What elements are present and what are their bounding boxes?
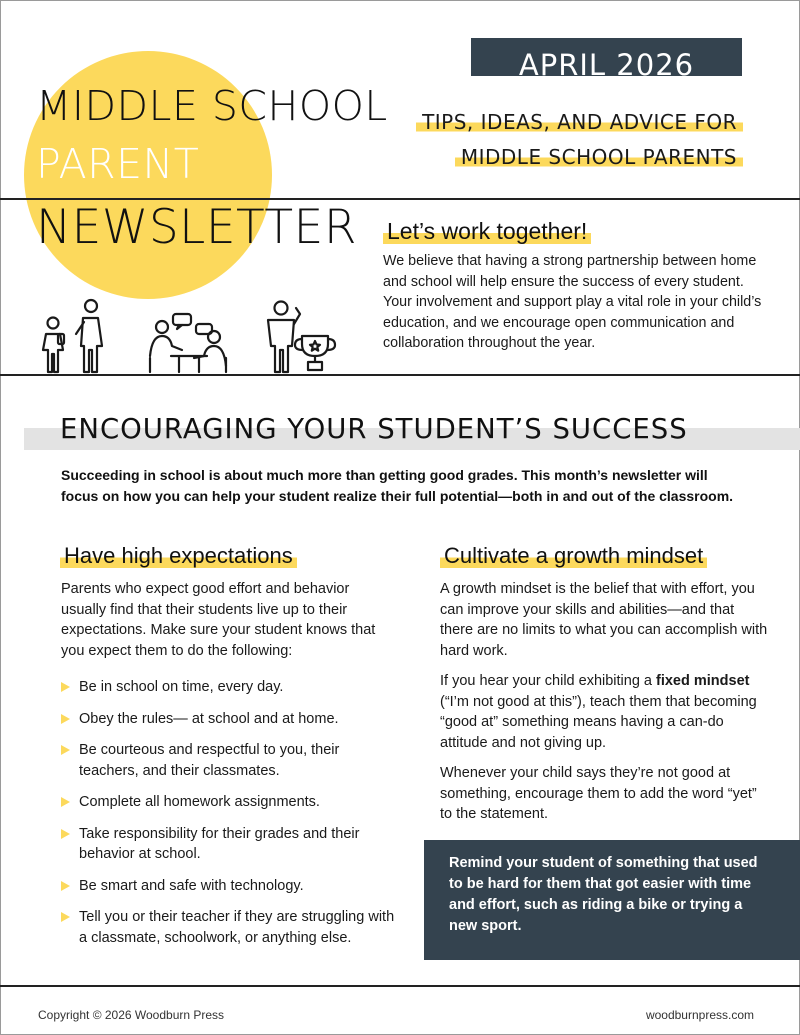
list-item: [61, 709, 396, 730]
issue-date: APRIL 2026: [518, 48, 695, 76]
list-item-text: Tell you or their teacher if they are struggling with a classmate, schoolwork, or anything else.: [79, 909, 395, 946]
yet-paragraph: Whenever your child says they’re not good at something, encourage them to add the word “yet” to the statement.: [440, 765, 757, 822]
growth-mindset-definition: A growth mindset is the belief that with effort, you can improve your skills and abilities—and that there are no limits to what you can accomplish with hard work.: [440, 581, 768, 659]
list-item-text: Obey the rules— at school and at home.: [79, 710, 339, 727]
issue-date-banner: [471, 38, 742, 76]
list-item: [61, 677, 396, 698]
list-item: [61, 740, 396, 781]
newsletter-title-line2: PARENT: [36, 140, 200, 188]
fixed-mindset-paragraph: [440, 671, 770, 753]
newsletter-title-line3: NEWSLETTER: [36, 200, 357, 255]
footer-website: woodburnpress.com: [645, 1008, 754, 1022]
footer-copyright: Copyright © 2026 Woodburn Press: [38, 1008, 225, 1022]
tagline-line1-text: TIPS, IDEAS, AND ADVICE FOR: [416, 110, 743, 134]
right-column-heading-text: Cultivate a growth mindset: [440, 543, 707, 568]
trophy-icon: [295, 336, 335, 370]
partnership-heading-text: Let’s work together!: [383, 218, 591, 244]
list-item: [61, 792, 396, 813]
partnership-body: We believe that having a strong partnership between home and school will help ensure the success of every student. Your involvement and support play a vital role in your child’s education, and we encourage open communication and collaboration throughout the year.: [383, 253, 762, 351]
bullet-triangle-icon: [61, 745, 70, 755]
partnership-heading: [383, 218, 591, 245]
left-column-heading-text: Have high expectations: [60, 543, 297, 568]
bullet-triangle-icon: [61, 829, 70, 839]
bullet-triangle-icon: [61, 912, 70, 922]
tagline-line1: [416, 110, 743, 134]
left-column-heading: [60, 543, 297, 569]
expectations-paragraph: Parents who expect good effort and behavior usually find that their students live up to their expectations. Make sure your student knows that you expect them to do the following:: [61, 581, 376, 659]
bullet-triangle-icon: [61, 881, 70, 891]
list-item-text: Be courteous and respectful to you, their teachers, and their classmates.: [79, 742, 340, 779]
footer-divider: [0, 985, 800, 987]
section-intro: Succeeding in school is about much more than getting good grades. This month’s newsletter will focus on how you can help your student realize their full potential—both in and out of the classroom.: [61, 467, 734, 504]
list-item: [61, 876, 396, 897]
parent-and-child-icon: [43, 300, 102, 372]
list-item-text: Be smart and safe with technology.: [79, 877, 304, 894]
callout-text: Remind your student of something that used to be hard for them that got easier with time and effort, such as riding a bike or trying a new sport.: [449, 855, 758, 934]
illustration: [38, 296, 338, 376]
callout-box: [424, 840, 800, 960]
students-chatting-icon: [150, 314, 226, 372]
tagline-line2: [455, 145, 743, 169]
tagline-line2-text: MIDDLE SCHOOL PARENTS: [455, 145, 743, 169]
fixed-mindset-term: fixed mindset: [656, 673, 750, 689]
list-item-text: Take responsibility for their grades and their behavior at school.: [79, 825, 360, 862]
fixed-mindset-text-end: (“I’m not good at this”), teach them that becoming “good at” something means having a can-do attitude and not giving up.: [440, 693, 757, 751]
expectations-list: [61, 677, 396, 948]
right-column: [440, 579, 770, 835]
bullet-triangle-icon: [61, 714, 70, 724]
list-item: [61, 907, 396, 948]
list-item: [61, 824, 396, 865]
bullet-triangle-icon: [61, 682, 70, 692]
list-item-text: Be in school on time, every day.: [79, 679, 284, 695]
proud-student-icon: [268, 302, 300, 373]
left-column: [61, 579, 396, 959]
right-column-heading: [440, 543, 707, 569]
fixed-mindset-text-start: If you hear your child exhibiting a: [440, 673, 657, 689]
bullet-triangle-icon: [61, 797, 70, 807]
section-title: ENCOURAGING YOUR STUDENT’S SUCCESS: [60, 413, 688, 445]
newsletter-title-line1: MIDDLE SCHOOL: [36, 82, 388, 130]
list-item-text: Complete all homework assignments.: [79, 794, 320, 810]
